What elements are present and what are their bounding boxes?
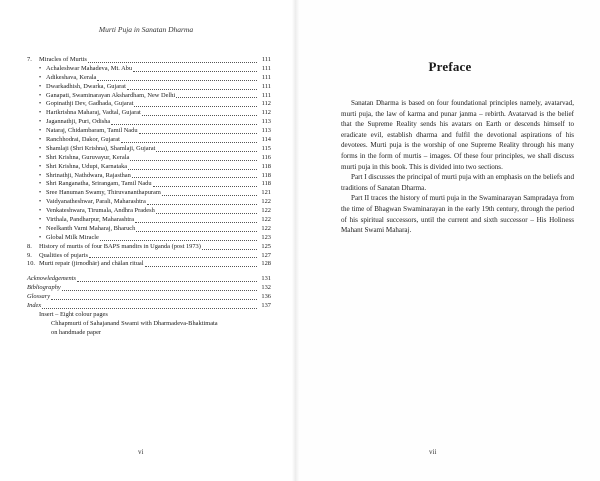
toc-page: 123	[261, 233, 271, 241]
toc-page: 132	[261, 284, 271, 292]
toc-page: 112	[261, 109, 271, 117]
toc-title: Sree Hanuman Swamy, Thiruvananthapuram	[46, 189, 161, 197]
table-of-contents	[27, 56, 271, 338]
toc-title: Jagannathji, Puri, Odisha	[46, 118, 111, 126]
toc-subentry[interactable]	[27, 189, 271, 198]
toc-subentry[interactable]	[27, 83, 271, 92]
toc-number: 7.	[27, 55, 32, 63]
leader-dots	[153, 186, 257, 187]
bullet-icon: •	[39, 172, 42, 179]
leader-dots	[202, 249, 257, 250]
toc-entry-acknowledgements[interactable]	[27, 275, 271, 284]
toc-page: 121	[261, 189, 271, 197]
toc-page: 137	[261, 302, 271, 310]
leader-dots	[127, 89, 257, 90]
toc-page: 113	[261, 118, 271, 126]
toc-page: 111	[261, 55, 271, 63]
leader-dots	[88, 62, 257, 63]
toc-title: Neelkanth Varni Maharaj, Bharuch	[46, 224, 136, 232]
toc-page: 118	[261, 180, 271, 188]
toc-page: 118	[261, 171, 271, 179]
toc-title: Ganapati, Swaminarayan Akshardham, New Delhi	[46, 91, 176, 99]
toc-subentry[interactable]	[27, 198, 271, 207]
bullet-icon: •	[39, 110, 42, 117]
toc-page: 112	[261, 100, 271, 108]
toc-subentry[interactable]	[27, 65, 271, 74]
toc-title: Vaidyanatheshwar, Parali, Maharashtra	[46, 198, 146, 206]
toc-page: 122	[261, 198, 271, 206]
toc-title: Global Milk Miracle	[46, 233, 99, 241]
toc-page: 114	[261, 136, 271, 143]
leader-dots	[135, 222, 257, 223]
toc-title: Dwarkadhish, Dwarka, Gujarat	[46, 82, 126, 90]
toc-subentry[interactable]	[27, 145, 271, 154]
leader-dots	[97, 80, 257, 81]
bullet-icon: •	[39, 128, 42, 135]
leader-dots	[136, 231, 257, 232]
leader-dots	[121, 142, 257, 143]
leader-dots	[145, 266, 257, 267]
toc-page: 122	[261, 216, 271, 224]
toc-subentry[interactable]	[27, 180, 271, 189]
toc-subentry[interactable]	[27, 109, 271, 118]
toc-subentry[interactable]	[27, 234, 271, 243]
left-page	[0, 0, 292, 481]
toc-title: Murti repair (jirnodhār) and chālan ritual	[39, 260, 144, 268]
page-number: vi	[138, 448, 144, 456]
toc-title: Adikeshava, Kerala	[46, 73, 97, 81]
toc-subentry[interactable]	[27, 127, 271, 136]
leader-dots	[134, 106, 257, 107]
toc-subentry[interactable]	[27, 74, 271, 83]
page-number: vii	[429, 448, 437, 456]
toc-page: 111	[261, 91, 271, 99]
leader-dots	[147, 204, 257, 205]
bullet-icon: •	[39, 119, 42, 126]
insert-description: Chhapmurti of Sahajanand Swami with Dharmadeva-Bhaktimata	[51, 319, 218, 327]
toc-subentry[interactable]	[27, 100, 271, 109]
toc-page: 127	[261, 251, 271, 259]
leader-dots	[62, 290, 257, 291]
toc-subentry[interactable]	[27, 207, 271, 216]
toc-subentry[interactable]	[27, 136, 271, 145]
toc-title: Qualities of pujaris	[39, 251, 88, 259]
toc-title: Bibliography	[27, 284, 61, 292]
leader-dots	[176, 97, 257, 98]
toc-entry-section-9[interactable]	[27, 252, 271, 261]
toc-page: 136	[261, 293, 271, 301]
toc-entry-glossary[interactable]	[27, 293, 271, 302]
toc-subentry[interactable]	[27, 172, 271, 181]
leader-dots	[132, 177, 257, 178]
toc-title: Shrinathji, Nathdwara, Rajasthan	[46, 171, 131, 179]
bullet-icon: •	[39, 208, 42, 215]
bullet-icon: •	[39, 101, 42, 108]
toc-title: Miracles of Murtis	[39, 55, 87, 63]
toc-title: Nataraj, Chidambaram, Tamil Nadu	[46, 127, 138, 135]
leader-dots	[130, 160, 257, 161]
toc-title: Shamlaji (Shri Krishna), Shamlaji, Gujarat	[46, 144, 156, 152]
bullet-icon: •	[39, 74, 42, 81]
insert-description-cont: on handmade paper	[51, 328, 102, 336]
toc-title: Shri Krishna, Guruvayur, Kerala	[46, 153, 130, 161]
toc-page: 131	[261, 275, 271, 283]
toc-page: 118	[261, 162, 271, 170]
toc-title: Harikrishna Maharaj, Vadtal, Gujarat	[46, 109, 141, 117]
bullet-icon: •	[39, 92, 42, 99]
toc-title: Acknowledgements	[27, 275, 76, 283]
page-title: Preface	[428, 59, 472, 74]
toc-page: 111	[261, 73, 271, 81]
toc-number: 10.	[27, 260, 35, 268]
paragraph: Part II traces the history of murti puja in the Swaminarayan Sampradaya from the time of Bhagwan Swaminarayan in the early 19th century, through the period of his spiritual successors, until the current and sixth successor – His Holiness Mahant Swami Maharaj.	[341, 194, 574, 235]
bullet-icon: •	[39, 234, 42, 241]
bullet-icon: •	[39, 154, 42, 161]
bullet-icon: •	[39, 190, 42, 197]
toc-number: 9.	[27, 251, 32, 259]
preface-body	[341, 98, 574, 236]
toc-number: 8.	[27, 242, 32, 250]
toc-entry-section-7[interactable]	[27, 56, 271, 65]
toc-title: Index	[27, 302, 42, 310]
bullet-icon: •	[39, 199, 42, 206]
toc-page: 125	[261, 242, 271, 250]
miracle-list	[27, 65, 271, 243]
book-gutter	[292, 0, 300, 481]
bullet-icon: •	[39, 163, 42, 170]
toc-page: 113	[261, 127, 271, 135]
bullet-icon: •	[39, 137, 42, 143]
toc-title: Achaleshwar Mahadeva, Mt. Abu	[46, 64, 133, 72]
toc-page: 115	[261, 144, 271, 152]
toc-page: 111	[261, 64, 271, 72]
bullet-icon: •	[39, 83, 42, 90]
leader-dots	[77, 281, 257, 282]
toc-title: Shri Krishna, Udupi, Karnataka	[46, 162, 128, 170]
toc-entry-index[interactable]	[27, 302, 271, 311]
bullet-icon: •	[39, 181, 42, 188]
insert-note: Insert – Eight colour pages	[39, 310, 108, 318]
bullet-icon: •	[39, 225, 42, 232]
paragraph: Part I discusses the principal of murti puja with an emphasis on the beliefs and traditions of Sanatan Dharma.	[341, 173, 575, 192]
paragraph: Sanatan Dharma is based on four foundational principles namely, avatarvad, murti puja, the law of karma and punar janma – rebirth. Avatarvad is the belief that the Supreme Reality sends his avatars on Earth or descends himself to eradicate evil, establish dharma and fulfil the devotional aspirations of his devotees. Murti puja is the worship of one Supreme Reality through his many forms in the form of murtis – images. Of these four principles, we shall discuss murti puja in this book. This is divided into two sections.	[341, 99, 574, 171]
leader-dots	[128, 169, 257, 170]
running-head: Murti Puja in Sanatan Dharma	[98, 25, 194, 34]
leader-dots	[133, 71, 257, 72]
toc-title: Gopinathji Dev, Gadhada, Gujarat	[46, 100, 134, 108]
leader-dots	[89, 257, 257, 258]
toc-subentry[interactable]	[27, 92, 271, 101]
toc-subentry[interactable]	[27, 216, 271, 225]
bullet-icon: •	[39, 217, 42, 224]
toc-entry-section-8[interactable]	[27, 243, 271, 252]
leader-dots	[42, 308, 257, 309]
leader-dots	[139, 133, 257, 134]
toc-title: Glossary	[27, 293, 51, 301]
leader-dots	[111, 124, 257, 125]
leader-dots	[156, 213, 257, 214]
toc-entry-bibliography[interactable]	[27, 284, 271, 293]
toc-title: Ranchhodrai, Dakor, Gujarat	[46, 136, 120, 143]
toc-subentry[interactable]	[27, 118, 271, 127]
toc-subentry[interactable]	[27, 163, 271, 172]
toc-page: 116	[261, 153, 271, 161]
toc-title: History of murtis of four BAPS mandirs in Uganda (post 1973)	[39, 242, 201, 250]
toc-page: 122	[261, 224, 271, 232]
toc-subentry[interactable]	[27, 154, 271, 163]
toc-title: Virthala, Pandharpur, Maharashtra	[46, 216, 135, 224]
toc-page: 111	[261, 82, 271, 90]
toc-entry-section-10[interactable]	[27, 260, 271, 269]
toc-title: Venkateshwara, Tirumala, Andhra Pradesh	[46, 207, 155, 215]
leader-dots	[162, 195, 257, 196]
toc-title: Shri Ranganatha, Srirangam, Tamil Nadu	[46, 180, 152, 188]
leader-dots	[100, 240, 257, 241]
bullet-icon: •	[39, 65, 42, 72]
toc-page: 128	[261, 260, 271, 268]
leader-dots	[156, 151, 257, 152]
bullet-icon: •	[39, 145, 42, 152]
toc-subentry[interactable]	[27, 225, 271, 234]
right-page	[300, 0, 600, 481]
leader-dots	[51, 299, 257, 300]
toc-page: 122	[261, 207, 271, 215]
leader-dots	[142, 115, 257, 116]
